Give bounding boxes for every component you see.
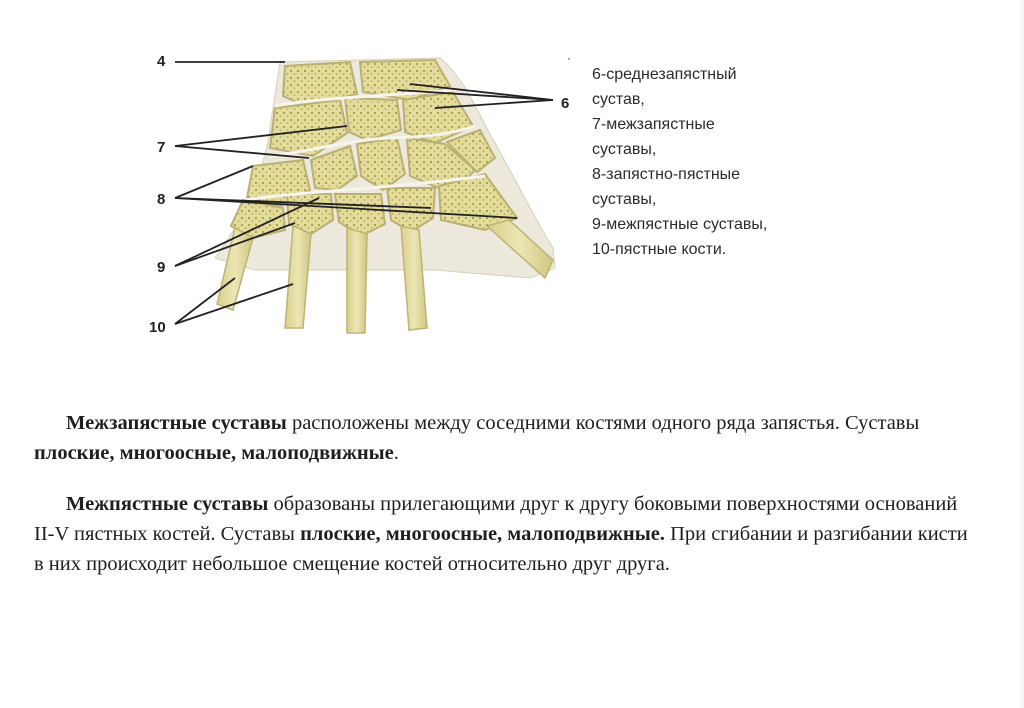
leader-8a — [175, 166, 253, 198]
term-intermetacarpal: Межпястные суставы — [66, 493, 269, 515]
slide-edge — [1018, 0, 1024, 708]
callout-6: 6 — [561, 95, 570, 112]
carpal-bones — [231, 60, 517, 238]
bold-characteristics: плоские, многоосные, малоподвижные. — [300, 523, 665, 545]
callout-4: 4 — [157, 53, 166, 70]
paragraph-text: образованы прилегающими друг к другу боковыми поверхностями оснований II-V пястных костей. Суставы — [34, 493, 958, 545]
paragraph-intercarpal — [34, 408, 974, 468]
figure-legend — [592, 62, 852, 262]
legend-line: 8-запястно-пястные — [592, 166, 741, 183]
paragraph-text: расположены между соседними костями одного ряда запястья. Суставы — [286, 412, 920, 434]
callout-10: 10 — [149, 319, 166, 336]
paragraph-intermetacarpal — [34, 489, 974, 579]
legend-line: 6-среднезапястный — [592, 66, 737, 83]
shaft-mc3 — [347, 228, 367, 333]
paragraph-text-end: При сгибании и разгибании кисти в них происходит небольшое смещение костей относительно друг друга. — [34, 523, 968, 575]
callout-7: 7 — [157, 139, 166, 156]
legend-line: суставы, — [592, 191, 657, 208]
callout-8: 8 — [157, 191, 166, 208]
callout-9: 9 — [157, 259, 166, 276]
paragraph-text-end: . — [393, 442, 399, 464]
legend-line: суставы, — [592, 141, 657, 158]
legend-line: 9-межпястные суставы, — [592, 216, 768, 233]
term-intercarpal: Межзапястные суставы — [66, 412, 287, 434]
bold-characteristics: плоские, многоосные, малоподвижные — [34, 442, 394, 464]
legend-line: 10-пястные кости. — [592, 241, 727, 258]
legend-line: сустав, — [592, 91, 645, 108]
legend-line: 7-межзапястные — [592, 116, 715, 133]
cropped-mark: · — [567, 51, 571, 65]
